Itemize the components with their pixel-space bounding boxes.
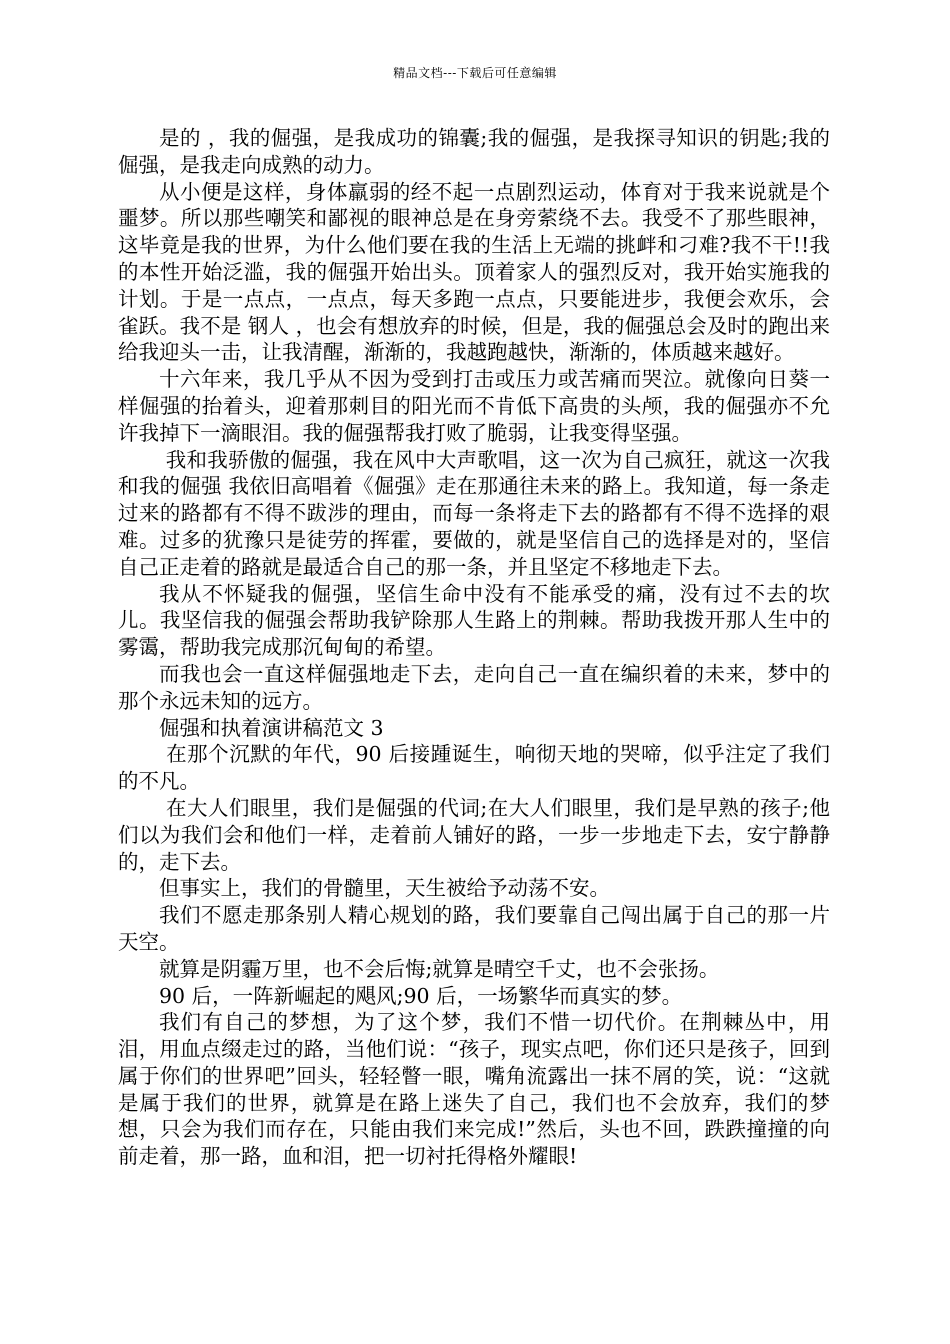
paragraph: 90 后，一阵新崛起的飓风;90 后，一场繁华而真实的梦。 <box>159 983 683 1008</box>
page-header: 精品文档---下载后可任意编辑 <box>393 66 557 80</box>
paragraph: 我从不怀疑我的倔强，坚信生命中没有不能承受的痛，没有过不去的坎儿。我坚信我的倔强会帮助我铲除那人生路上的荆棘。帮助我拨开那人生中的雾霭，帮助我完成那沉甸甸的希望。 <box>118 581 830 660</box>
paragraph: 十六年来，我几乎从不因为受到打击或压力或苦痛而哭泣。就像向日葵一样倔强的抬着头，迎着那刺目的阳光而不肯低下高贵的头颅，我的倔强亦不允许我掉下一滴眼泪。我的倔强帮我打败了脆弱，让我变得坚强。 <box>118 367 830 445</box>
paragraph: 我们有自己的梦想，为了这个梦，我们不惜一切代价。在荆棘丛中，用泪，用血点缀走过的路，当他们说：“孩子，现实点吧，你们还只是孩子，回到属于你们的世界吧”回头，轻轻瞥一眼，嘴角流露出一抹不屑的笑，说：“这就是属于我们的世界，就算是在路上迷失了自己，我们也不会放弃，我们的梦想，只会为我们而存在，只能由我们来完成!”然后，头也不回，跌跌撞撞的向前走着，那一路，血和泪，把一切衬托得格外耀眼! <box>118 1010 830 1169</box>
paragraph: 就算是阴霾万里，也不会后悔;就算是晴空千丈，也不会张扬。 <box>159 956 720 981</box>
paragraph: 在大人们眼里，我们是倔强的代词;在大人们眼里，我们是早熟的孩子;他们以为我们会和他们一样，走着前人铺好的路，一步一步地走下去，安宁静静的，走下去。 <box>118 795 830 874</box>
paragraph: 但事实上，我们的骨髓里，天生被给予动荡不安。 <box>159 876 610 901</box>
document-body <box>118 125 830 1170</box>
paragraph: 是的 ，我的倔强，是我成功的锦囊;我的倔强，是我探寻知识的钥匙;我的倔强，是我走向成熟的动力。 <box>118 126 830 177</box>
paragraph: 我们不愿走那条别人精心规划的路，我们要靠自己闯出属于自己的那一片天空。 <box>118 903 830 954</box>
paragraph: 在那个沉默的年代，90 后接踵诞生，响彻天地的哭啼，似乎注定了我们的不凡。 <box>118 742 830 794</box>
paragraph: 从小便是这样，身体羸弱的经不起一点剧烈运动，体育对于我来说就是个噩梦。所以那些嘲笑和鄙视的眼神总是在身旁萦绕不去。我受不了那些眼神，这毕竟是我的世界，为什么他们要在我的生活上无端的挑衅和刁难?我不干!!我的本性开始泛滥，我的倔强开始出头。顶着家人的强烈反对，我开始实施我的计划。于是一点点，一点点，每天多跑一点点，只要能进步，我便会欢乐，会雀跃。我不是 钢人 ，也会有想放弃的时候，但是，我的倔强总会及时的跑出来给我迎头一击，让我清醒，渐渐的，我越跑越快，渐渐的，体质越来越好。 <box>118 179 830 365</box>
paragraph: 我和我骄傲的倔强，我在风中大声歌唱，这一次为自己疯狂，就这一次我和我的倔强 我依旧高唱着《倔强》走在那通往未来的路上。我知道，每一条走过来的路都有不得不跋涉的理由，而每一条将走下去的路都有不得不选择的艰难。过多的犹豫只是徒劳的挥霍，要做的，就是坚信自己的选择是对的，坚信自己正走着的路就是最适合自己的那一条，并且坚定不移地走下去。 <box>118 447 830 579</box>
section-title: 倔强和执着演讲稿范文 3 <box>159 715 384 740</box>
paragraph: 而我也会一直这样倔强地走下去，走向自己一直在编织着的未来，梦中的那个永远未知的远方。 <box>118 661 830 713</box>
